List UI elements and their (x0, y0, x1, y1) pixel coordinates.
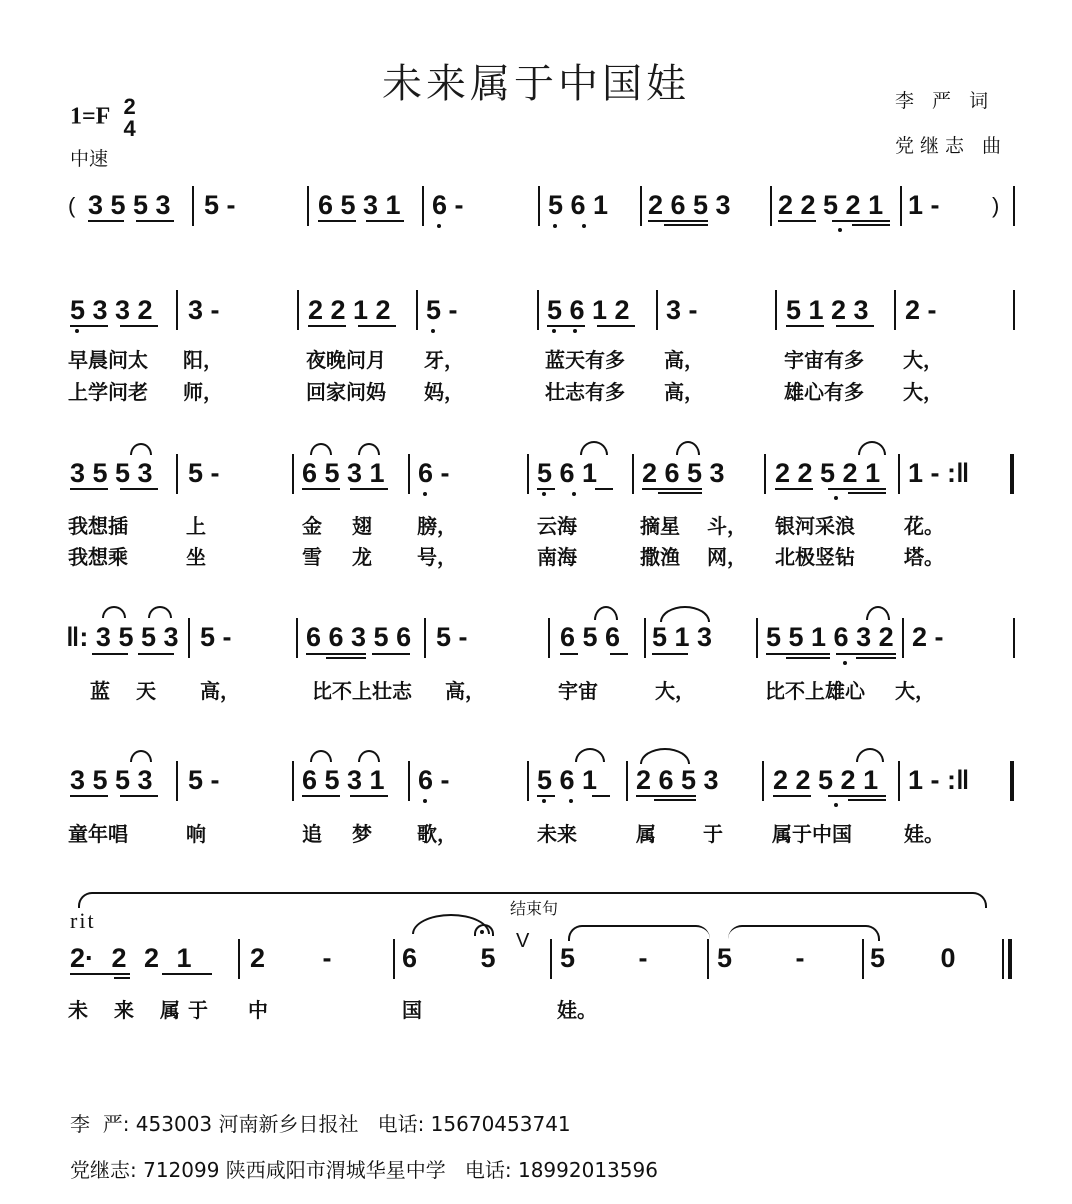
measure: 1 - (908, 190, 940, 220)
lyric: 网， (707, 545, 747, 569)
lyric: 早晨问太 (68, 348, 148, 372)
lyric: 比不上雄心 (765, 679, 865, 703)
lyric: 宇宙 (558, 679, 598, 703)
lyric: 于 (703, 822, 723, 846)
measure: 5 0 (870, 943, 956, 973)
measure: 6 6 3 5 6 (306, 622, 412, 652)
lyric: 阳， (183, 348, 223, 372)
measure: 2 2 5 2 1 (773, 765, 879, 795)
lyric: 高， (445, 679, 485, 703)
measure: 5 6 1 (548, 190, 609, 220)
lyric: 歌， (417, 822, 457, 846)
lyric: 我想插 (68, 514, 128, 538)
measure: 5 - (204, 190, 236, 220)
lyric: 我想乘 (68, 545, 128, 569)
measure: 2· 2 2 1 (70, 943, 192, 973)
measure: 3 5 5 3 (70, 765, 153, 795)
lyric: 国 (402, 998, 422, 1022)
open-paren: ( (68, 193, 76, 218)
lyric: 高， (664, 380, 704, 404)
lyric: 大， (895, 679, 935, 703)
lyric: 蓝 (90, 679, 110, 703)
lyric: 童年唱 (68, 822, 128, 846)
tie-arc (568, 925, 710, 941)
lyric: 上 (186, 514, 206, 538)
lyric: 南海 (537, 545, 577, 569)
lyric: 来 (114, 998, 134, 1022)
measure: 5 - (436, 622, 468, 652)
lyric: 大， (903, 348, 943, 372)
measure: 5 6 1 (537, 458, 598, 488)
contact-composer: 党继志: 712099 陕西咸阳市渭城华星中学 电话: 18992013596 (70, 1158, 658, 1182)
lyric: 摘星 (640, 514, 680, 538)
tie-arc (728, 925, 880, 941)
lyric: 响 (186, 822, 206, 846)
measure: 6 - (418, 458, 450, 488)
lyric: 宇宙有多 (784, 348, 864, 372)
measure: 5 5 1 6 3 2 (766, 622, 894, 652)
lyric: 银河采浪 (775, 514, 855, 538)
lyric: 金 (302, 514, 322, 538)
measure: 2 6 5 3 (636, 765, 719, 795)
measure: 6 5 3 1 (302, 765, 385, 795)
lyric: 属 (636, 822, 656, 846)
lyric: 雪 (302, 545, 322, 569)
lyric: 属于中国 (772, 822, 852, 846)
lyric: 花。 (904, 514, 944, 538)
measure: 5 3 3 2 (70, 295, 153, 325)
measure: 3 5 5 3 (88, 190, 171, 220)
measure: 2 - (250, 943, 332, 973)
lyric: 上学问老 (68, 380, 148, 404)
lyric: 北极竖钻 (775, 545, 855, 569)
lyric: 追 (302, 822, 322, 846)
measure: 5 6 1 (537, 765, 598, 795)
lyric: 梦 (352, 822, 372, 846)
measure: 2 - (912, 622, 944, 652)
lyric: 夜晚问月 (306, 348, 386, 372)
ending-label: 结束句 (510, 899, 559, 918)
measure: 5 - (188, 458, 220, 488)
measure: ‖: 3 5 5 3 (66, 622, 179, 652)
lyric: 壮志有多 (545, 380, 625, 404)
measure: 5 1 2 3 (786, 295, 869, 325)
lyric: 高， (200, 679, 240, 703)
lyric: 大， (903, 380, 943, 404)
lyric: 高， (664, 348, 704, 372)
lyricist-credit: 李 严 词 (895, 90, 995, 112)
measure: 2 - (905, 295, 937, 325)
lyric: 回家问妈 (306, 380, 386, 404)
lyric: 比不上壮志 (312, 679, 412, 703)
measure: 5 - (717, 943, 805, 973)
contact-lyricist: 李 严: 453003 河南新乡日报社 电话: 15670453741 (70, 1112, 571, 1136)
lyric: 撒渔 (640, 545, 680, 569)
breath-mark: V (516, 930, 530, 952)
time-bottom: 4 (123, 116, 136, 141)
measure: 6 5 3 1 (318, 190, 401, 220)
lyric: 中 (248, 998, 268, 1022)
measure: 5 - (200, 622, 232, 652)
lyric: 塔。 (904, 545, 944, 569)
measure: 5 - (188, 765, 220, 795)
measure: 5 - (426, 295, 458, 325)
lyric: 雄心有多 (784, 380, 864, 404)
lyric: 属于 (160, 998, 216, 1022)
measure: 5 - (560, 943, 648, 973)
measure: 6 - (432, 190, 464, 220)
lyric: 师， (183, 380, 223, 404)
measure: 3 - (188, 295, 220, 325)
measure: 3 5 5 3 (70, 458, 153, 488)
lyric: 未来 (537, 822, 577, 846)
lyric: 膀， (417, 514, 457, 538)
song-title: 未来属于中国娃 (382, 61, 690, 107)
time-top: 2 (123, 94, 136, 119)
key-label: 1=F (70, 103, 110, 130)
lyric: 大， (655, 679, 695, 703)
measure: 5 6 1 2 (547, 295, 630, 325)
lyric: 娃。 (904, 822, 944, 846)
lyric: 斗， (707, 514, 747, 538)
lyric: 龙 (352, 545, 372, 569)
lyric: 云海 (537, 514, 577, 538)
lyric: 娃。 (557, 998, 597, 1022)
measure: 2 2 5 2 1 (775, 458, 881, 488)
tempo-marking: 中速 (70, 148, 109, 170)
rit-marking: rit (70, 908, 96, 933)
fermata-icon (474, 924, 494, 936)
measure: 6 5 6 (560, 622, 621, 652)
measure: 1 - :‖ (908, 458, 970, 488)
measure: 2 2 5 2 1 (778, 190, 884, 220)
measure: 2 2 1 2 (308, 295, 391, 325)
measure: 6 - (418, 765, 450, 795)
measure: 6 5 3 1 (302, 458, 385, 488)
lyric: 妈， (424, 380, 464, 404)
measure: 6 5 (402, 943, 496, 973)
measure: 5 1 3 (652, 622, 713, 652)
measure: 2 6 5 3 (642, 458, 725, 488)
measure: 3 - (666, 295, 698, 325)
lyric: 牙， (424, 348, 464, 372)
lyric: 号， (417, 545, 457, 569)
measure: 1 - :‖ (908, 765, 970, 795)
lyric: 天 (136, 679, 156, 703)
lyric: 坐 (186, 545, 206, 569)
lyric: 蓝天有多 (545, 348, 625, 372)
close-paren: ) (992, 193, 1000, 218)
measure: 2 6 5 3 (648, 190, 731, 220)
composer-credit: 党继志 曲 (895, 135, 1008, 157)
lyric: 未 (68, 998, 88, 1022)
lyric: 翅 (352, 514, 372, 538)
